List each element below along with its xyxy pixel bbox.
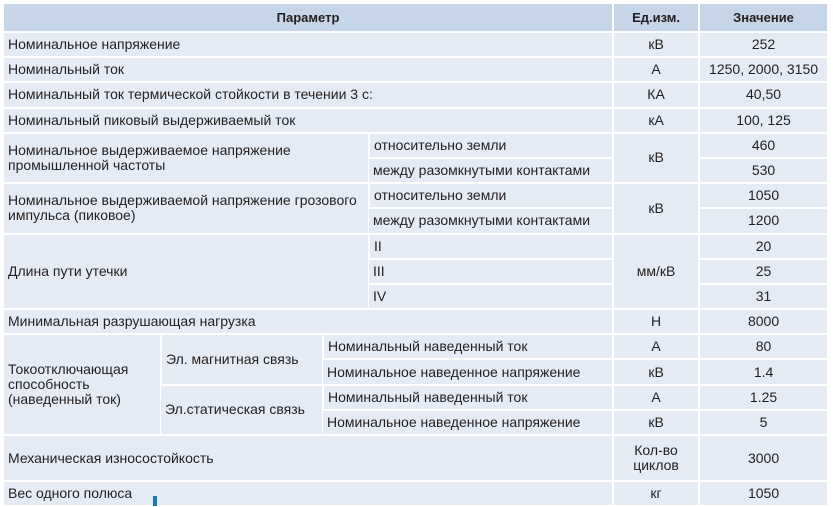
row-value: 100, 125 — [699, 108, 827, 133]
row-sublabel: Номинальное наведенное напряжение — [323, 359, 613, 384]
row-label: Номинальное выдерживаемое напряжение промышленной частоты — [4, 133, 369, 183]
row-value: 1.25 — [699, 385, 827, 410]
table-row — [4, 234, 827, 259]
row-value: 1250, 2000, 3150 — [699, 57, 827, 82]
row-unit: Н — [613, 309, 699, 334]
row-value: 8000 — [699, 309, 827, 334]
row-group-label: Эл.статическая связь — [161, 385, 323, 435]
row-value: 20 — [699, 234, 827, 259]
table-row — [4, 183, 827, 208]
row-label: Номинальный пиковый выдерживаемый ток — [4, 108, 613, 133]
row-label: Токоотключающая способность (наведенный ток) — [4, 334, 161, 435]
row-unit: кВ — [613, 32, 699, 57]
table-row — [4, 32, 827, 57]
table-row — [4, 334, 827, 359]
header-unit: Ед.изм. — [613, 4, 699, 32]
row-label: Длина пути утечки — [4, 234, 369, 310]
row-unit: А — [613, 334, 699, 359]
row-label: Номинальный ток — [4, 57, 613, 82]
spec-table — [4, 4, 827, 507]
row-unit: Кол-во циклов — [613, 435, 699, 481]
row-unit: кВ — [613, 133, 699, 183]
table-row — [4, 481, 827, 506]
row-sublabel: Номинальное наведенное напряжение — [323, 410, 613, 435]
table-row — [4, 108, 827, 133]
header-value: Значение — [699, 4, 827, 32]
row-sublabel: относительно земли — [369, 183, 613, 208]
row-label: Номинальное выдерживаемой напряжение грозового импульса (пиковое) — [4, 183, 369, 233]
row-sublabel: между разомкнутыми контактами — [369, 158, 613, 183]
row-value: 80 — [699, 334, 827, 359]
table-row — [4, 435, 827, 481]
row-value: 1200 — [699, 208, 827, 233]
row-sublabel: Номинальный наведенный ток — [323, 385, 613, 410]
row-value: 40,50 — [699, 82, 827, 107]
table-row — [4, 133, 827, 158]
row-value: 25 — [699, 259, 827, 284]
row-label: Минимальная разрушающая нагрузка — [4, 309, 613, 334]
row-label: Вес одного полюса — [4, 481, 613, 506]
row-value: 1.4 — [699, 359, 827, 384]
text-cursor-mark — [153, 496, 157, 506]
row-unit: кг — [613, 481, 699, 506]
row-unit: КА — [613, 82, 699, 107]
row-sublabel: III — [369, 259, 613, 284]
row-value: 3000 — [699, 435, 827, 481]
row-value: 1050 — [699, 183, 827, 208]
table-row — [4, 309, 827, 334]
row-value: 460 — [699, 133, 827, 158]
row-unit: кА — [613, 108, 699, 133]
row-value: 530 — [699, 158, 827, 183]
row-sublabel: между разомкнутыми контактами — [369, 208, 613, 233]
table-row — [4, 57, 827, 82]
row-unit: кВ — [613, 410, 699, 435]
row-sublabel: II — [369, 234, 613, 259]
row-value: 252 — [699, 32, 827, 57]
row-unit: А — [613, 57, 699, 82]
row-label: Номинальный ток термической стойкости в течении 3 с: — [4, 82, 613, 107]
table-row — [4, 82, 827, 107]
table-header-row — [4, 4, 827, 32]
row-label: Номинальное напряжение — [4, 32, 613, 57]
row-unit: кВ — [613, 183, 699, 233]
row-value: 5 — [699, 410, 827, 435]
row-unit: мм/кВ — [613, 234, 699, 310]
row-sublabel: IV — [369, 284, 613, 309]
row-sublabel: Номинальный наведенный ток — [323, 334, 613, 359]
row-unit: А — [613, 385, 699, 410]
row-label: Механическая износостойкость — [4, 435, 613, 481]
row-value: 1050 — [699, 481, 827, 506]
row-unit: кВ — [613, 359, 699, 384]
row-sublabel: относительно земли — [369, 133, 613, 158]
row-value: 31 — [699, 284, 827, 309]
header-param: Параметр — [4, 4, 613, 32]
row-group-label: Эл. магнитная связь — [161, 334, 323, 384]
